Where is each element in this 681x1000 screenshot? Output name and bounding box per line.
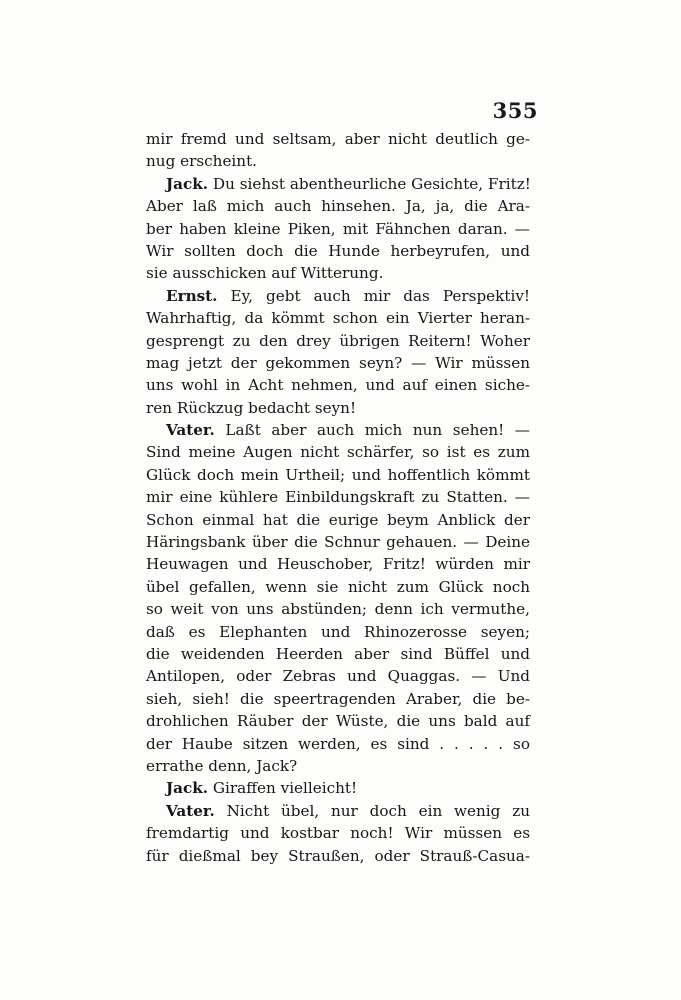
text-line [146, 665, 530, 687]
line-text: mag jetzt der gekommen seyn? — Wir müssen [146, 353, 530, 372]
text-line [146, 531, 530, 553]
line-text: mir fremd und seltsam, aber nicht deutlich ge- [146, 130, 530, 148]
line-text: Wir sollten doch die Hunde herbeyrufen, und [146, 241, 530, 260]
line-text: uns wohl in Acht nehmen, und auf einen siche- [146, 376, 530, 395]
speaker-name: Vater. [166, 421, 215, 440]
line-text: die weidenden Heerden aber sind Büffel und [146, 644, 530, 663]
line-text: Heuwagen und Heuschober, Fritz! würden mir [146, 555, 530, 574]
line-text: ber haben kleine Piken, mit Fähnchen daran. — [146, 219, 530, 238]
line-text: nug erscheint. [146, 152, 257, 171]
text-line [146, 777, 530, 799]
text-line [146, 621, 530, 643]
text-line [146, 218, 530, 240]
line-text: fremdartig und kostbar noch! Wir müssen es [146, 824, 530, 843]
line-text: übel gefallen, wenn sie nicht zum Glück noch [146, 577, 530, 596]
text-line [146, 285, 530, 307]
line-text: Giraffen vielleicht! [208, 779, 358, 798]
speaker-name: Vater. [166, 801, 215, 820]
text-line [146, 576, 530, 598]
text-line [146, 397, 530, 419]
text-line [146, 710, 530, 732]
text-line [146, 733, 530, 755]
line-text: Aber laß mich auch hinsehen. Ja, ja, die Ara- [146, 197, 530, 216]
text-line [146, 486, 530, 508]
text-line [146, 128, 530, 150]
speaker-name: Jack. [166, 174, 209, 193]
page-number: 355 [492, 98, 538, 123]
text-line [146, 374, 530, 396]
line-text: Du siehst abentheurliche Gesichte, Fritz! [208, 174, 531, 193]
text-line [146, 822, 530, 844]
line-text: Sind meine Augen nicht schärfer, so ist es zum [146, 443, 530, 462]
text-line [146, 509, 530, 531]
text-line [146, 352, 530, 374]
text-line [146, 240, 530, 262]
text-line [146, 688, 530, 710]
line-text: Wahrhaftig, da kömmt schon ein Vierter heran- [146, 309, 530, 328]
text-line [146, 150, 530, 172]
text-line [146, 441, 530, 463]
line-text: so weit von uns abstünden; denn ich vermuthe, [146, 600, 530, 619]
speaker-name: Ernst. [166, 286, 218, 305]
text-line [146, 643, 530, 665]
line-text: Glück doch mein Urtheil; und hoffentlich kömmt [146, 465, 530, 484]
page-text [146, 128, 530, 867]
line-text: mir eine kühlere Einbildungskraft zu Statten. — [146, 488, 530, 507]
line-text: drohlichen Räuber der Wüste, die uns bald auf [146, 712, 530, 731]
line-text: Häringsbank über die Schnur gehauen. — Deine [146, 533, 530, 552]
line-text: Antilopen, oder Zebras und Quaggas. — Und [146, 667, 530, 686]
text-line [146, 330, 530, 352]
line-text: daß es Elephanten und Rhinozerosse seyen; [146, 622, 530, 641]
text-line [146, 419, 530, 441]
text-line [146, 173, 530, 195]
speaker-name: Jack. [166, 779, 209, 798]
text-line [146, 755, 530, 777]
text-line [146, 464, 530, 486]
line-text: Schon einmal hat die eurige beym Anblick der [146, 510, 530, 529]
text-line [146, 800, 530, 822]
line-text: gesprengt zu den drey übrigen Reitern! Woher [146, 331, 530, 350]
text-line [146, 307, 530, 329]
line-text: Nicht übel, nur doch ein wenig zu [214, 801, 530, 820]
line-text: sie ausschicken auf Witterung. [146, 264, 384, 283]
line-text: für dießmal bey Straußen, oder Strauß-Casua- [146, 846, 530, 865]
text-line [146, 845, 530, 867]
line-text: der Haube sitzen werden, es sind . . . . . so [146, 734, 530, 753]
text-line [146, 195, 530, 217]
line-text: Laßt aber auch mich nun sehen! — [214, 421, 530, 440]
line-text: ren Rückzug bedacht seyn! [146, 398, 357, 417]
line-text: Ey, gebt auch mir das Perspektiv! [217, 286, 530, 305]
text-line [146, 598, 530, 620]
text-line [146, 553, 530, 575]
line-text: errathe denn, Jack? [146, 756, 298, 775]
text-line [146, 262, 530, 284]
line-text: sieh, sieh! die speertragenden Araber, die be- [146, 689, 530, 708]
